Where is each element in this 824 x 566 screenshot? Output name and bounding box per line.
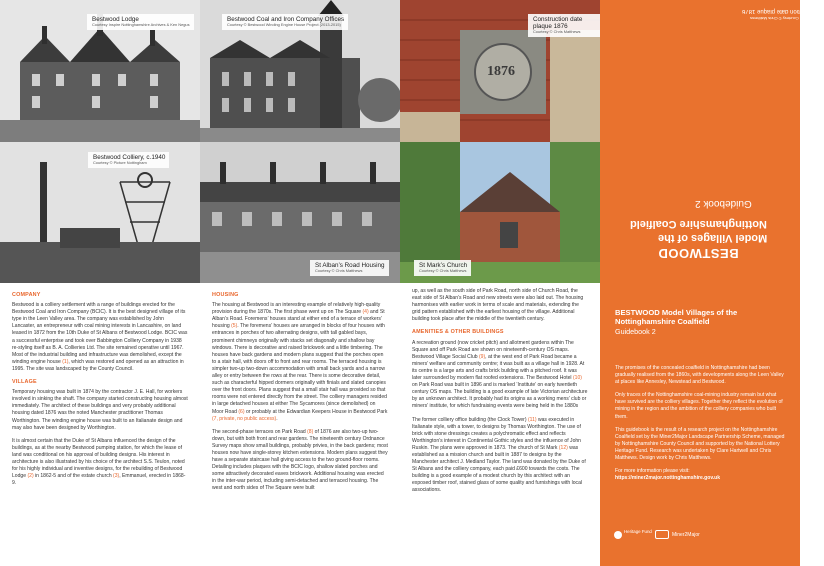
paragraph-amenities-1: A recreation ground (now cricket pitch) and allotment gardens within The Square and off Park Road are shown on nineteenth-century OS maps. Bestwood Village Social Club (9), at the west end of Park Road became a miners’ welfare and community centre; it was built as a village hall in 1928. At its centre is a large arts and crafts brick building with a pitched roof. It was later surrounded by modern flat roofed extensions. The Bestwood Hotel (10) on Park Road was built in 1896 and is marked ‘Institute’ on early twentieth century OS maps. The building is a good example of late Victorian architecture by an unknown architect. It probably had its origins as a working mens’ club or miners’ institute, for which fundraising events were being held in the 1880s xyxy=(412,339,588,410)
paragraph-village-2: It is almost certain that the Duke of St Albans influenced the design of the buildings, as at the nearby Bestwood pumping station, for which the lease of land was conditional on his approval of building designs. His interest in architecture is also illustrated by his choice of the architect S.S. Teulon, noted for his highly individual and inventive designs, for the rebuilding of Bestwood Lodge (2) in 1862-5 and of the estate church (3), Emmanuel, erected in 1868-9. xyxy=(12,437,186,487)
panel-url[interactable]: https://miner2major.nottinghamshire.gov.uk xyxy=(615,475,721,482)
caption-credit: Courtesy Inspire Nottinghamshire Archives & Ken Negus xyxy=(92,22,190,28)
paragraph-housing-1: The housing at Bestwood is an interesting example of relatively high-quality provision during the 1870s. The first phase went up on The Square (4) and St Alban’s Road. Foremens’ houses stand at either end of a terrace of workers’ housing (5). The foremens’ houses are arranged in blocks of four houses with entrances in porches of two alternating designs, with tall gabled bays, prominent chimneys originally with stacks set diagonally and shallow bay windows. There is decorative and raised brickwork and a little timbering. The houses have back gardens and modern plans suggest that the porches open to a stair hall, with doors off to front and rear rooms. The terraced housing is simpler two-up two-down accommodation with small back yards and a narrow alley or entry between the rows at the rear. There is some decorative detail, such as characterful hipped dormers originally with finials and slated canopies over the front doors. Plans suggest that a small stair hall was provided so that rooms were not entered directly from the street. The colliery managers resided in large detached houses at either The Sycamores (since demolished) on Moor Road (6) or probably at the Edwardian Keepers House in Bestwood Park (7, private, no public access). xyxy=(212,302,388,422)
cover-guidebook: Guidebook 2 xyxy=(695,198,752,209)
photo-caption xyxy=(528,14,600,37)
caption-title: St Mark’s Church xyxy=(419,262,468,269)
panel-paragraph-3: This guidebook is the result of a research project on the Nottinghamshire Coalfield set by the Miner2Major Landscape Partnership Scheme, managed by Nottinghamshire County Council and supported by the National Lottery Heritage Fund. Research was undertaken by Clare Hartwell and Chris Matthews. Design work by Chris Matthews. xyxy=(615,426,785,462)
panel-paragraph-1: The promises of the concealed coalfield in Nottinghamshire had been gradually realised from the 1860s, with developments along the Leen Valley at places like Annesley, Newstead and Bestwood. xyxy=(615,365,784,386)
paragraph-housing-2: The second-phase terraces on Park Road (8) of 1876 are also two-up two-down, but with both front and rear gardens. The nineteenth century Ordnance Survey maps show small buildings, probably privies, in the back gardens; most houses now have single-storey kitchen extensions. Modern plans suggest they have a separate staircase hall giving access to the two ground-floor rooms. Detailing includes plaques with the BCIC logo, shallow slated porches and some attractively decorated eaves brickwork. Additional housing was erected in the inter-war period, including semi-detached and terraced housing. The west and north sides of The Square were built xyxy=(212,428,388,492)
logo-lottery-icon xyxy=(614,531,622,539)
heading-company: COMPANY xyxy=(12,292,41,298)
paragraph-village-1: Temporary housing was built in 1874 by the contractor J. E. Hall, for workers involved in sinking the shaft. The company started constructing housing almost immediately. The architect of these buildings and very probably additional housing dated 1876 was the noted Manchester practitioner Thomas Worthington. The winding engine house was built to an Italianate design and may also have been designed by Worthington. xyxy=(12,389,188,431)
paragraph-housing-continued: up, as well as the south side of Park Road, north side of Church Road, the east side of St Alban’s Road and new streets were also laid out. The housing harmonises with earlier work in terms of scale and materials, extending the grid pattern established with the earliest housing of the village. Additional building took place after the middle of the twentieth century. xyxy=(412,288,584,323)
caption-title: St Alban’s Road Housing xyxy=(315,262,385,269)
caption-credit: Courtesy © Chris Matthews xyxy=(315,268,363,274)
panel-paragraph-2: Only traces of the Nottinghamshire coal-mining industry remain but what have survived are the colliery villages. Together they reflect the evolution of mining in the region and the ambition of the colliery companies who built them. xyxy=(615,392,783,420)
photo-caption xyxy=(87,14,194,30)
photo-bestwood-colliery xyxy=(0,142,200,283)
caption-title: Bestwood Coal and Iron Company Offices xyxy=(227,16,345,23)
photo-st-marks-church xyxy=(400,142,600,283)
panel-title: BESTWOOD Model Villages of the Nottinghamshire Coalfield xyxy=(615,308,738,326)
cover-brand: BESTWOOD xyxy=(658,246,739,261)
caption-credit: Courtesy © Chris Matthews xyxy=(533,29,581,35)
photo-date-plaque xyxy=(400,0,600,142)
heading-village: VILLAGE xyxy=(12,379,37,386)
caption-credit: Courtesy © Chris Matthews xyxy=(419,268,467,274)
cover-title-line1: Model Villages of the xyxy=(658,232,768,244)
caption-title: Bestwood Lodge xyxy=(92,16,139,23)
heading-housing: HOUSING xyxy=(212,292,239,298)
back-cover-panel xyxy=(600,283,800,566)
panel-guidebook: Guidebook 2 xyxy=(615,327,656,336)
logo-miner2major-icon xyxy=(655,530,669,539)
cover-photo-caption: Construction date plaque 1876 xyxy=(742,8,824,14)
caption-title: Construction date plaque 1876 xyxy=(533,16,583,31)
column-amenities xyxy=(412,288,588,501)
photo-st-albans-road xyxy=(200,142,400,283)
cover-panel-inverted xyxy=(600,0,824,283)
heading-amenities: AMENITIES & OTHER BUILDINGS xyxy=(412,329,504,336)
photo-bestwood-lodge xyxy=(0,0,200,142)
photo-caption xyxy=(414,260,471,276)
paragraph-amenities-2: The former colliery office building (the Clock Tower) (11) was executed in Italianate style, with a tower, to designs by Thomas Worthington. The use of brick with stone dressings creates a polychromatic effect and reflects Worthington’s interest in Continental Gothic styles and the influence of John Ruskin. The plans were approved in 1873. The church of St Mark (12) was established as a mission church and built in 1887 to designs by the Manchester architect J. Medland Taylor. The land was donated by the Duke of St Albans and the colliery company, each paid £600 towards the costs. The building is a good example of a modest church by this architect with an exposed timber roof, stained glass of some quality and furnishings with local associations. xyxy=(412,416,586,494)
cover-title-line2: Nottinghamshire Coalfield xyxy=(630,218,767,230)
logo-heritage-fund-text: Heritage Fund xyxy=(624,529,652,534)
logo-miner2major: Miner2Major xyxy=(672,532,700,538)
paragraph-company: Bestwood is a colliery settlement with a range of buildings erected for the Bestwood Coal and Iron Company (BCIC). It is the best designed village of its type in the Leen Valley area. The company was established by John Lancaster, an entrepreneur with coal mining interests in Lancashire, on land leased in 1872 from the 10th Duke of St Albans of Bestwood Lodge. BCIC was a successful enterprise and took over Babbington Colliery Company in 1938 re-styling itself as B. A. Collieries Ltd. The site remained operative until 1967. Most of the industrial building and infrastructure was demolished, except the winding engine house (1), which was restored and opened as an attraction in 1995. The site was landscaped by the County Council. xyxy=(12,302,188,372)
caption-credit: Courtesy © Bestwood Winding Engine House Project (2013-2015) xyxy=(227,22,341,28)
column-housing xyxy=(212,290,388,499)
caption-credit: Courtesy © Picture Nottingham xyxy=(93,160,147,166)
column-company-village xyxy=(12,290,188,493)
photo-company-offices xyxy=(200,0,400,142)
photo-caption xyxy=(222,14,348,30)
plaque-date: 1876 xyxy=(487,64,515,79)
photo-caption xyxy=(88,152,169,168)
panel-paragraph-4: For more information please visit: https://miner2major.nottinghamshire.gov.uk xyxy=(615,468,721,482)
logo-heritage-fund xyxy=(624,529,652,534)
caption-title: Bestwood Colliery, c.1940 xyxy=(93,154,166,161)
photo-caption xyxy=(310,260,389,276)
cover-photo-credit: Courtesy © Chris Matthews xyxy=(750,16,799,21)
panel-body xyxy=(615,365,787,488)
